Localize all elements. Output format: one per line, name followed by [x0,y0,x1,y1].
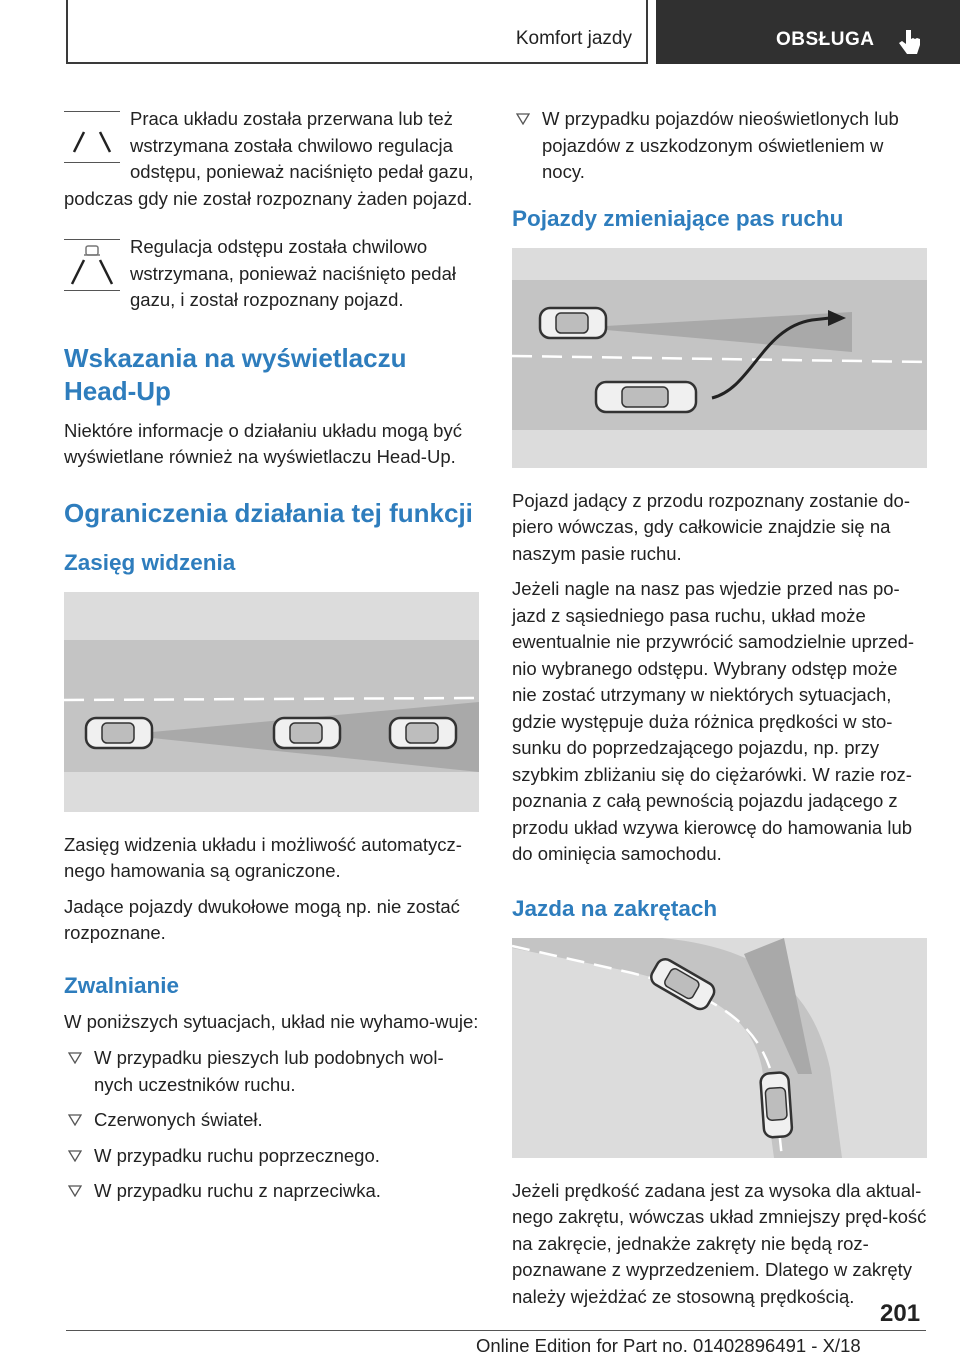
header-section-title: Komfort jazdy [515,28,632,49]
list-item [64,1045,479,1098]
list-item-text: W przypadku ruchu poprzecznego. [94,1144,380,1166]
list-item [64,1143,479,1170]
triangle-bullet-icon [68,1052,82,1064]
warning-text-1: Praca układu została przerwana lub też wstrzymana została chwilowo regulacja odstępu, ponieważ naciśnięto pedał gazu, podczas gdy nie został rozpoznany żaden pojazd. [64,108,474,209]
triangle-bullet-icon [68,1114,82,1126]
list-item [512,106,927,186]
lane-lines-icon [64,111,120,163]
warning-block-2 [64,234,479,314]
paragraph-head-up-display: Niektóre informacje o działaniu układu mogą być wyświetlane również na wyświetlaczu Head-Up. [64,419,462,467]
car-far [390,718,456,748]
paragraph-braking: W poniższych sytuacjach, układ nie wyhamo‐wuje: [64,1010,479,1032]
curve-driving-illustration [512,938,927,1158]
car-own [86,718,152,748]
footer-edition: Online Edition for Part no. 01402896491 - X/18 [476,1335,861,1356]
heading-head-up-display: Wskazania na wyświetlaczu Head-Up [64,342,407,406]
car-ahead [274,718,340,748]
page-number: 201 [880,1300,921,1327]
triangle-bullet-icon [68,1185,82,1197]
list-item-text: W przypadku pojazdów nieoświetlonych lub pojazdów z uszkodzonym oświetleniem w nocy. [542,108,899,182]
paragraph-lane-change-2: Jeżeli nagle na nasz pas wjedzie przed nas po‐jazd z sąsiedniego pasa ruchu, układ może ewentualnie nie przywrócić samodzielnie uprzed‐nio wybranego odstępu. Wybrany odstęp może nie zostać utrzymany w niektórych sytuacjach, gdzie występuje duża różnica prędkości w sto‐sunku do poprzedzającego pojazdu, np. przy szybkim zbliżaniu się do ciężarówki. W razie roz‐poznania z całą pewnością pojazdu jadącego z przodu układ wzywa kierowcę do hamowania lub do ominięcia samochodu. [512,578,915,864]
list-item [64,1107,479,1134]
car-own [540,308,606,338]
unlit-vehicles-list [512,106,927,186]
list-item-text: W przypadku pieszych lub podobnych wol‐nych uczestników ruchu. [94,1047,444,1095]
heading-curves: Jazda na zakrętach [512,895,718,921]
triangle-bullet-icon [516,113,530,125]
heading-lane-change: Pojazdy zmieniające pas ruchu [512,205,844,231]
vehicle-detected-icon [64,239,120,291]
paragraph-lane-change-1: Pojazd jadący z przodu rozpoznany zostanie do‐piero wówczas, gdy całkowicie znajdzie się na naszym pasie ruchu. [512,489,910,564]
header-chapter-label: OBSŁUGA [776,29,875,50]
caption-range-1: Zasięg widzenia układu i możliwość automatycz‐nego hamowania są ograniczone. [64,833,462,881]
left-column [64,106,479,1214]
detection-range-illustration [64,592,479,812]
lane-change-illustration [512,248,927,468]
warning-text-2: Regulacja odstępu została chwilowo wstrzymana, ponieważ naciśnięto pedał gazu, i został rozpoznany pojazd. [130,236,456,310]
car-own [760,1072,792,1138]
heading-braking: Zwalnianie [64,972,180,998]
caption-range-2: Jadące pojazdy dwukołowe mogą np. nie zostać rozpoznane. [64,895,460,943]
paragraph-curves: Jeżeli prędkość zadana jest za wysoka dla aktual‐nego zakrętu, wówczas układ zmniejszy pręd‐kość na zakręcie, jednakże zakręty nie będą roz‐poznawane z wyprzedzeniem. Dlatego w zakręty należy wjeżdżać ze stosowną prędkością. [512,1179,927,1307]
hand-pointer-icon [896,26,922,56]
list-item-text: W przypadku ruchu z naprzeciwka. [94,1180,381,1201]
header-chapter-tab[interactable] [656,0,960,64]
list-item [64,1178,479,1205]
triangle-bullet-icon [68,1150,82,1162]
heading-detection-range: Zasięg widzenia [64,549,236,575]
warning-block-1 [64,106,479,212]
list-item-text: Czerwonych świateł. [94,1109,263,1130]
right-column [512,106,927,1310]
car-merging [596,382,696,412]
braking-exception-list [64,1045,479,1205]
footer-divider [66,1330,926,1331]
heading-system-limits: Ograniczenia działania tej funkcji [64,497,473,528]
header-section-box [66,0,648,64]
